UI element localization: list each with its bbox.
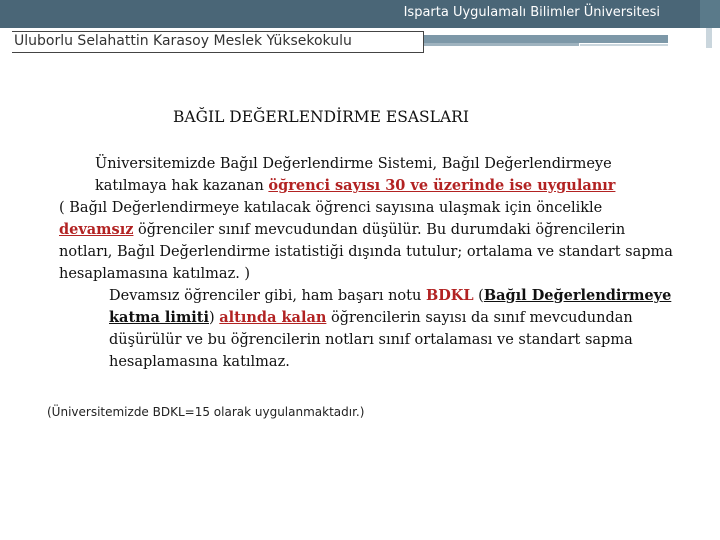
decorative-line xyxy=(580,44,668,46)
highlight-limit: Bağıl Değerlendirmeye katma limiti xyxy=(109,287,672,326)
header-bar-edge xyxy=(700,0,720,28)
paragraph-3: Devamsız öğrenciler gibi, ham başarı notu BDKL (Bağıl Değerlendirmeye katma limiti) altında kalan öğrencilerin sayısı da sınıf mevcudundan düşürülür ve bu öğrencilerin notları sınıf ortalaması ve standart sapma hesaplamasına katılmaz. xyxy=(109,287,672,370)
decorative-line xyxy=(424,43,579,46)
school-name: Uluborlu Selahattin Karasoy Meslek Yüksekokulu xyxy=(14,33,352,49)
paragraph-1: Üniversitemizde Bağıl Değerlendirme Sistemi, Bağıl Değerlendirmeye katılmaya hak kazanan öğrenci sayısı 30 ve üzerinde ise uygulanır xyxy=(95,156,616,194)
highlight-bdkl: BDKL xyxy=(425,287,474,304)
body-text xyxy=(47,153,677,373)
footnote: (Üniversitemizde BDKL=15 olarak uygulanmaktadır.) xyxy=(47,405,365,419)
header-bar xyxy=(0,0,700,28)
page-title: BAĞIL DEĞERLENDİRME ESASLARI xyxy=(173,108,469,126)
decorative-bar xyxy=(706,28,712,48)
highlight-condition: öğrenci sayısı 30 ve üzerinde ise uygulanır xyxy=(268,177,616,194)
paragraph-2: ( Bağıl Değerlendirmeye katılacak öğrenci sayısına ulaşmak için öncelikle devamsız öğrenciler sınıf mevcudundan düşülür. Bu durumdaki öğrencilerin notları, Bağıl Değerlendirme istatistiği dışında tutulur; ortalama ve standart sapma hesaplamasına katılmaz. ) xyxy=(59,200,673,282)
highlight-absent: devamsız xyxy=(59,221,134,238)
highlight-below: altında kalan xyxy=(219,309,327,326)
university-name: Isparta Uygulamalı Bilimler Üniversitesi xyxy=(403,5,660,20)
decorative-line xyxy=(424,35,668,43)
